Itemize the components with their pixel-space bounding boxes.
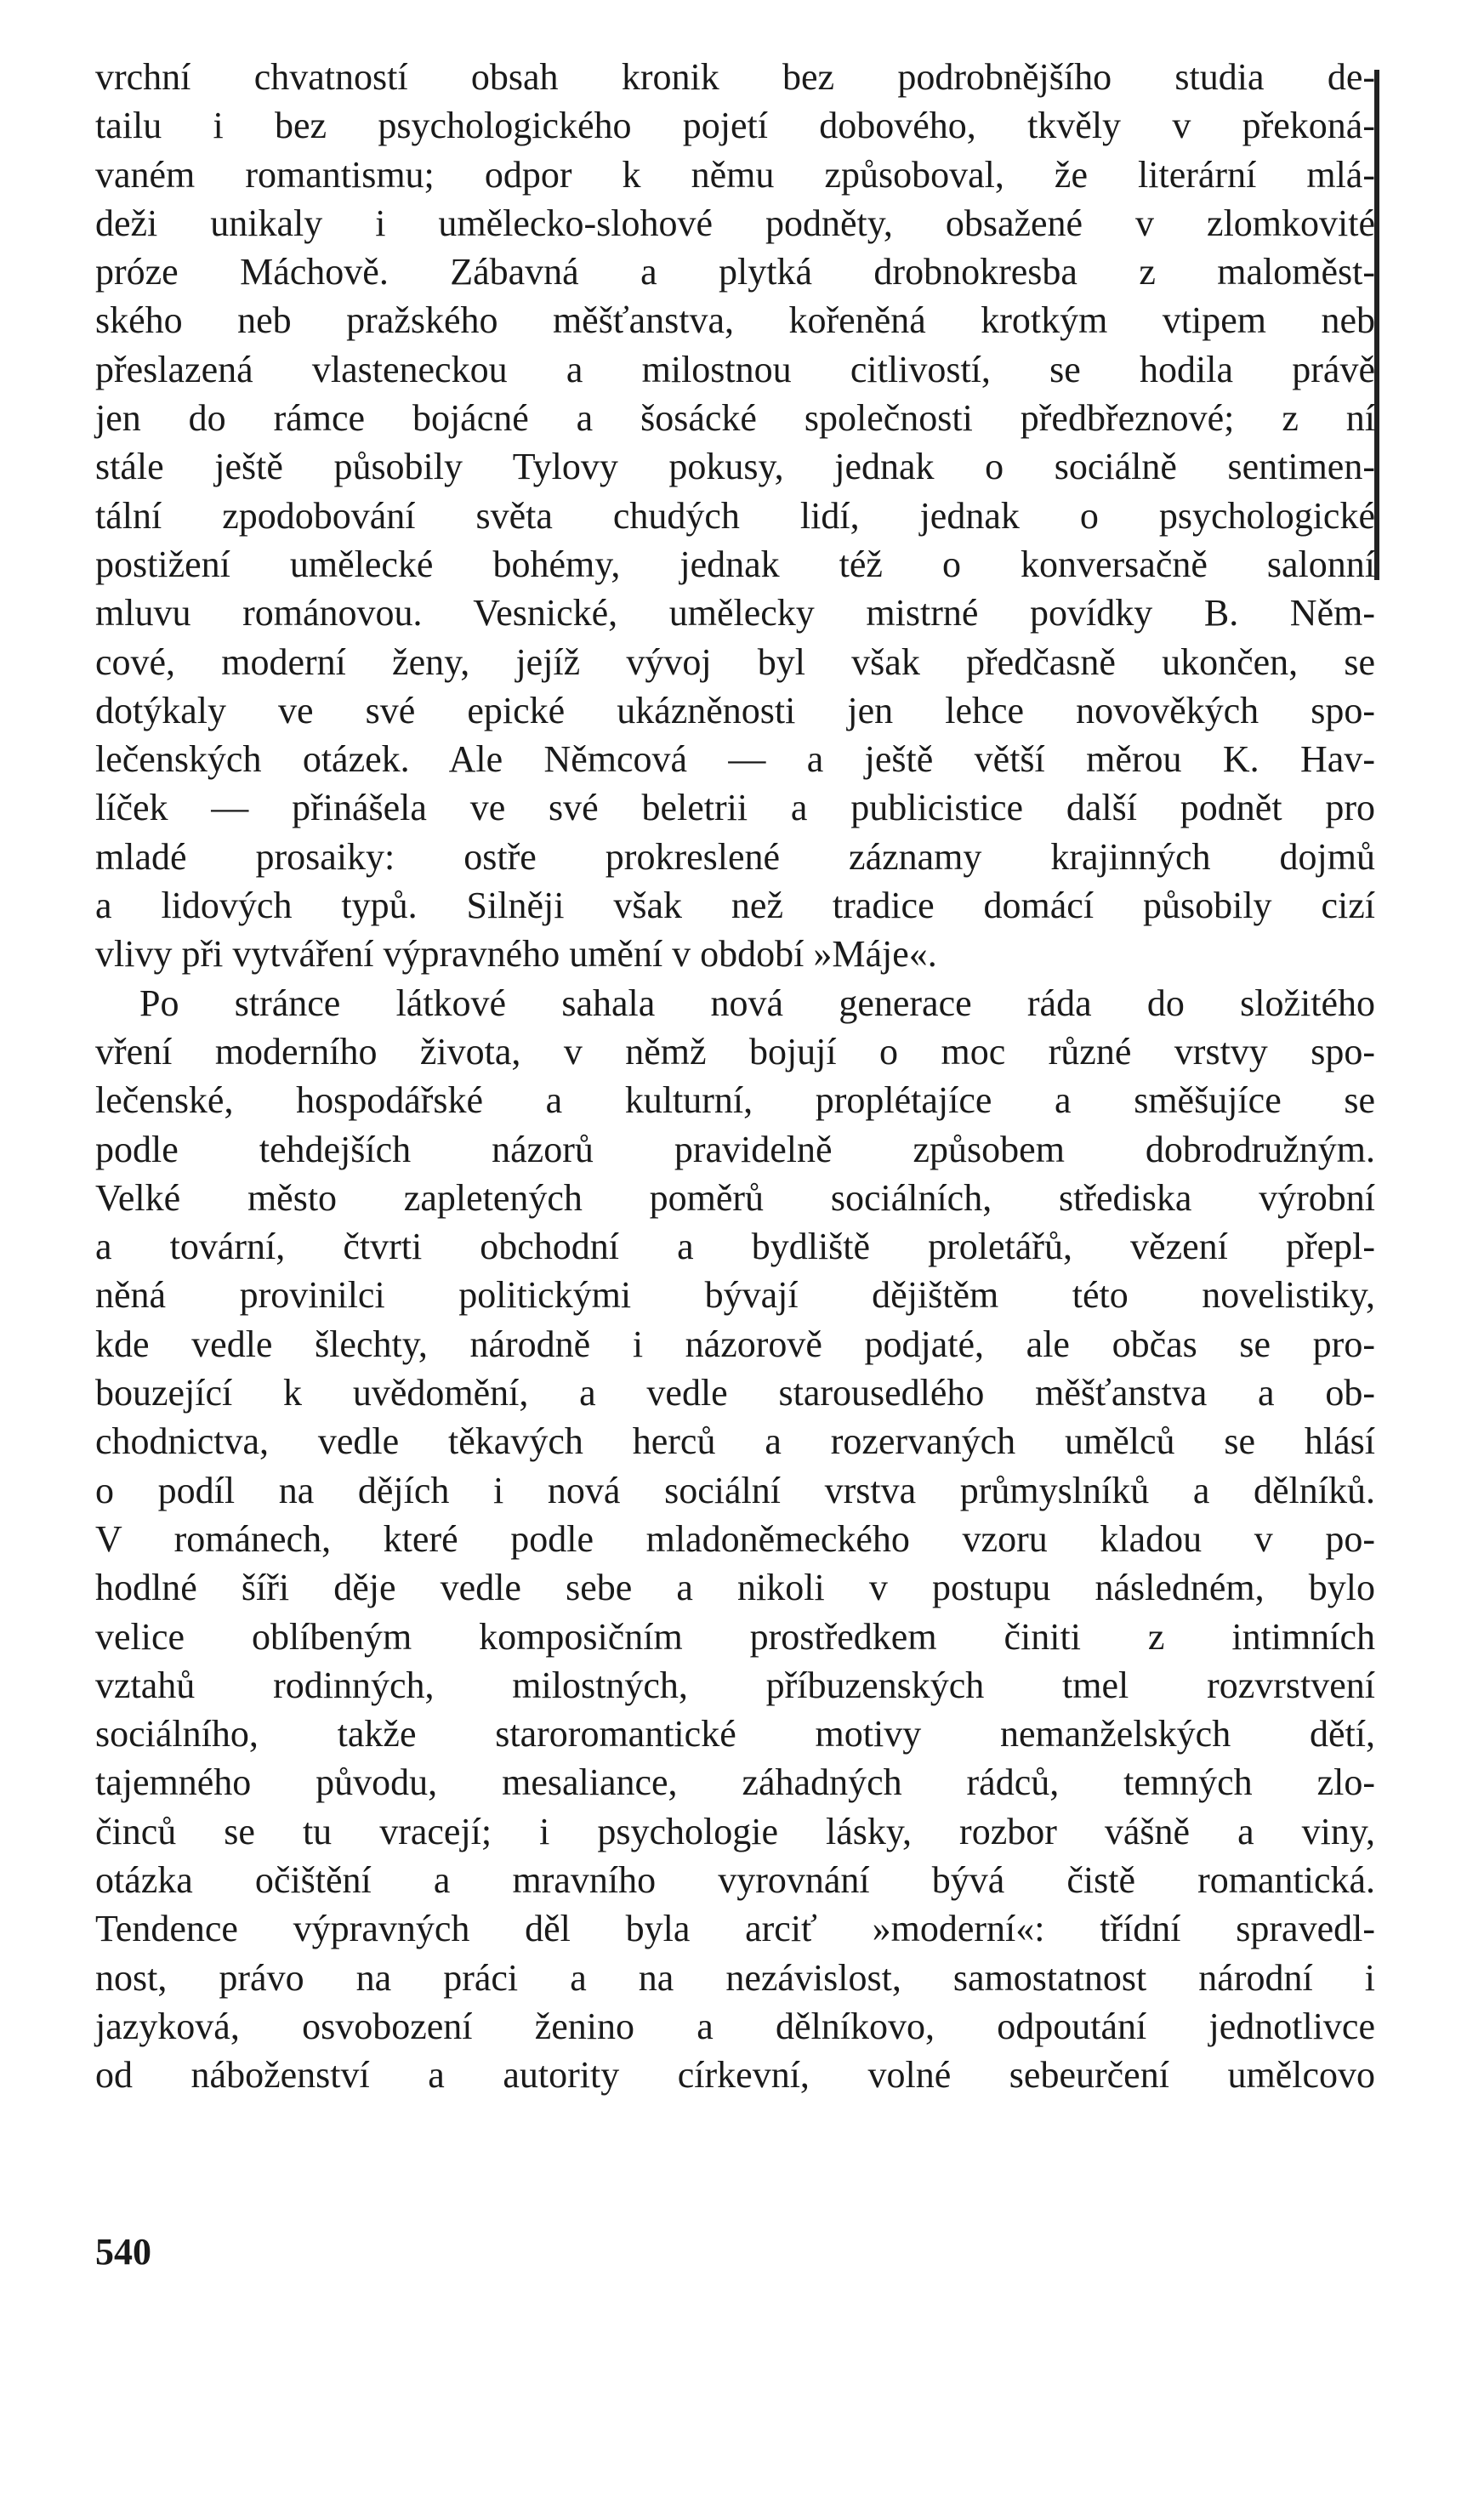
- paragraph-1: [95, 53, 1375, 979]
- text-line: tajemného původu, mesaliance, záhadných rádců, temných zlo-: [95, 1761, 1375, 1804]
- text-line: vření moderního života, v němž bojují o moc různé vrstvy spo-: [95, 1030, 1375, 1073]
- paragraph-2: [95, 979, 1375, 2100]
- text-line: dotýkaly ve své epické ukázněnosti jen lehce novověkých spo-: [95, 689, 1375, 731]
- text-line: lečenských otázek. Ale Němcová — a ještě větší měrou K. Hav-: [95, 738, 1375, 781]
- text-line: něná provinilci politickými bývají dějištěm této novelistiky,: [95, 1274, 1375, 1317]
- text-line: tailu i bez psychologického pojetí dobového, tkvěly v překoná-: [95, 105, 1375, 147]
- text-line: vaném romantismu; odpor k němu způsoboval, že literární mlá-: [95, 153, 1375, 196]
- text-line: postižení umělecké bohémy, jednak též o konversačně salonní: [95, 543, 1375, 585]
- page-number: 540: [95, 2231, 151, 2273]
- text-line: nost, právo na práci a na nezávislost, samostatnost národní i: [95, 1956, 1375, 1999]
- text-line: vlivy při vytváření výpravného umění v období »Máje«.: [95, 933, 937, 976]
- text-line: mladé prosaiky: ostře prokreslené záznamy krajinných dojmů: [95, 835, 1375, 878]
- text-line: velice oblíbeným komposičním prostředkem činiti z intimních: [95, 1615, 1375, 1658]
- text-line: Po stránce látkové sahala nová generace ráda do složitého: [139, 982, 1375, 1024]
- text-line: otázka očištění a mravního vyrovnání bývá čistě romantická.: [95, 1858, 1375, 1901]
- text-line: kde vedle šlechty, národně i názorově podjaté, ale občas se pro-: [95, 1323, 1375, 1365]
- text-line: ského neb pražského měšťanstva, kořeněná krotkým vtipem neb: [95, 299, 1375, 342]
- text-line: od náboženství a autority církevní, volné sebeurčení umělcovo: [95, 2054, 1375, 2097]
- text-line: o podíl na dějích i nová sociální vrstva průmyslníků a dělníků.: [95, 1469, 1375, 1511]
- text-line: Velké město zapletených poměrů sociálních, střediska výrobní: [95, 1176, 1375, 1219]
- text-line: činců se tu vracejí; i psychologie lásky, rozbor vášně a viny,: [95, 1810, 1375, 1852]
- text-line: cové, moderní ženy, jejíž vývoj byl však předčasně ukončen, se: [95, 640, 1375, 683]
- text-line: sociálního, takže staroromantické motivy nemanželských dětí,: [95, 1713, 1375, 1755]
- text-line: jen do rámce bojácné a šosácké společnosti předbřeznové; z ní: [95, 397, 1375, 440]
- text-line: vrchní chvatností obsah kronik bez podrobnějšího studia de-: [95, 56, 1375, 98]
- page-body: [95, 53, 1375, 2099]
- text-line: tální zpodobování světa chudých lidí, jednak o psychologické: [95, 494, 1375, 537]
- text-line: deži unikaly i umělecko-slohové podněty, obsažené v zlomkovité: [95, 202, 1375, 244]
- text-line: jazyková, osvobození ženino a dělníkovo, odpoutání jednotlivce: [95, 2005, 1375, 2047]
- text-line: podle tehdejších názorů pravidelně způsobem dobrodružným.: [95, 1128, 1375, 1170]
- text-line: líček — přinášela ve své beletrii a publicistice další podnět pro: [95, 787, 1375, 829]
- text-line: hodlné šíři děje vedle sebe a nikoli v postupu následném, bylo: [95, 1567, 1375, 1609]
- text-line: próze Máchově. Zábavná a plytká drobnokresba z maloměst-: [95, 251, 1375, 293]
- text-line: V románech, které podle mladoněmeckého vzoru kladou v po-: [95, 1517, 1375, 1560]
- text-line: bouzející k uvědomění, a vedle starousedlého měšťanstva a ob-: [95, 1372, 1375, 1414]
- text-line: a tovární, čtvrti obchodní a bydliště proletářů, vězení přepl-: [95, 1226, 1375, 1268]
- text-line: vztahů rodinných, milostných, příbuzenských tmel rozvrstvení: [95, 1664, 1375, 1706]
- text-line: chodnictva, vedle těkavých herců a rozervaných umělců se hlásí: [95, 1420, 1375, 1463]
- text-line: mluvu románovou. Vesnické, umělecky mistrné povídky B. Něm-: [95, 592, 1375, 634]
- text-line: lečenské, hospodářské a kulturní, proplétajíce a směšujíce se: [95, 1079, 1375, 1122]
- text-line: stále ještě působily Tylovy pokusy, jednak o sociálně sentimen-: [95, 446, 1375, 488]
- text-line: přeslazená vlasteneckou a milostnou citlivostí, se hodila právě: [95, 348, 1375, 390]
- text-line: Tendence výpravných děl byla arciť »moderní«: třídní spravedl-: [95, 1908, 1375, 1950]
- text-line: a lidových typů. Silněji však než tradice domácí působily cizí: [95, 885, 1375, 927]
